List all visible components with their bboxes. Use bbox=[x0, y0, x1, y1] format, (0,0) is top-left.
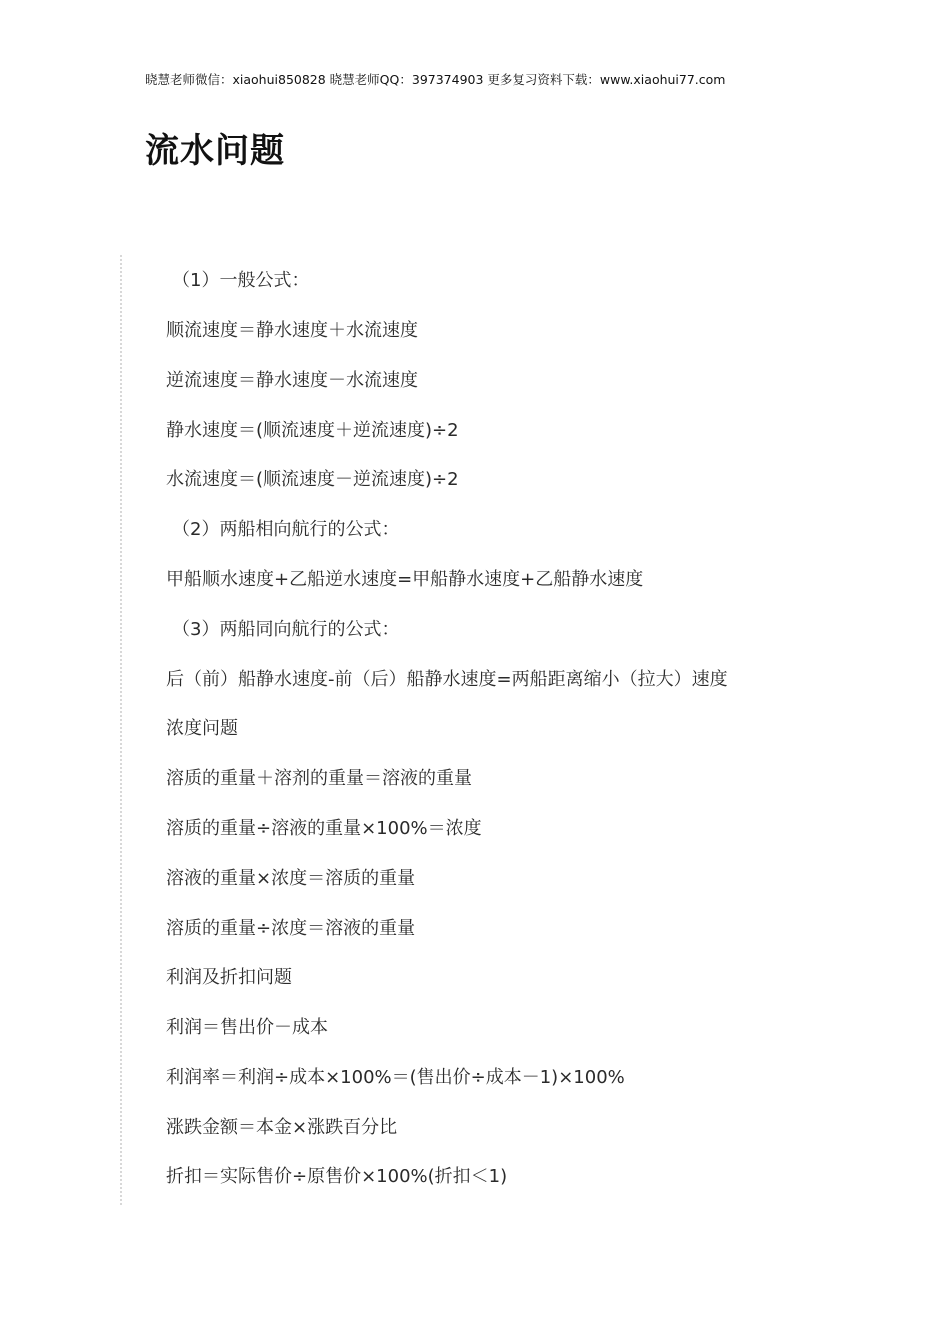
section-heading-profit-discount: 利润及折扣问题 bbox=[166, 967, 292, 988]
formula-line: 溶质的重量＋溶剂的重量＝溶液的重量 bbox=[166, 768, 472, 789]
formula-line: 折扣＝实际售价÷原售价×100%(折扣＜1) bbox=[166, 1166, 508, 1187]
formula-line: 利润率＝利润÷成本×100%＝(售出价÷成本－1)×100% bbox=[166, 1067, 625, 1088]
formula-line: 溶液的重量×浓度＝溶质的重量 bbox=[166, 868, 416, 889]
section-heading-same-direction: （3）两船同向航行的公式： bbox=[172, 619, 400, 640]
formula-line: 溶质的重量÷浓度＝溶液的重量 bbox=[166, 918, 416, 939]
formula-line: 甲船顺水速度+乙船逆水速度=甲船静水速度+乙船静水速度 bbox=[166, 569, 644, 590]
formula-line: 逆流速度＝静水速度－水流速度 bbox=[166, 370, 418, 391]
formula-line: 涨跌金额＝本金×涨跌百分比 bbox=[166, 1117, 398, 1138]
formula-line: 利润＝售出价－成本 bbox=[166, 1017, 328, 1038]
formula-line: 顺流速度＝静水速度＋水流速度 bbox=[166, 320, 418, 341]
formula-line: 后（前）船静水速度-前（后）船静水速度=两船距离缩小（拉大）速度 bbox=[166, 669, 728, 690]
header-contact-line: 晓慧老师微信：xiaohui850828 晓慧老师QQ：397374903 更多复习资料下载：www.xiaohui77.com bbox=[145, 72, 726, 87]
section-heading-concentration: 浓度问题 bbox=[166, 718, 238, 739]
formula-line: 溶质的重量÷溶液的重量×100%＝浓度 bbox=[166, 818, 482, 839]
section-heading-opposite-direction: （2）两船相向航行的公式： bbox=[172, 519, 400, 540]
section-heading-general-formula: （1）一般公式： bbox=[172, 270, 310, 291]
formula-line: 水流速度＝(顺流速度－逆流速度)÷2 bbox=[166, 469, 459, 490]
formula-line: 静水速度＝(顺流速度＋逆流速度)÷2 bbox=[166, 420, 459, 441]
page-title: 流水问题 bbox=[145, 131, 285, 171]
formula-content-block bbox=[120, 255, 842, 1205]
